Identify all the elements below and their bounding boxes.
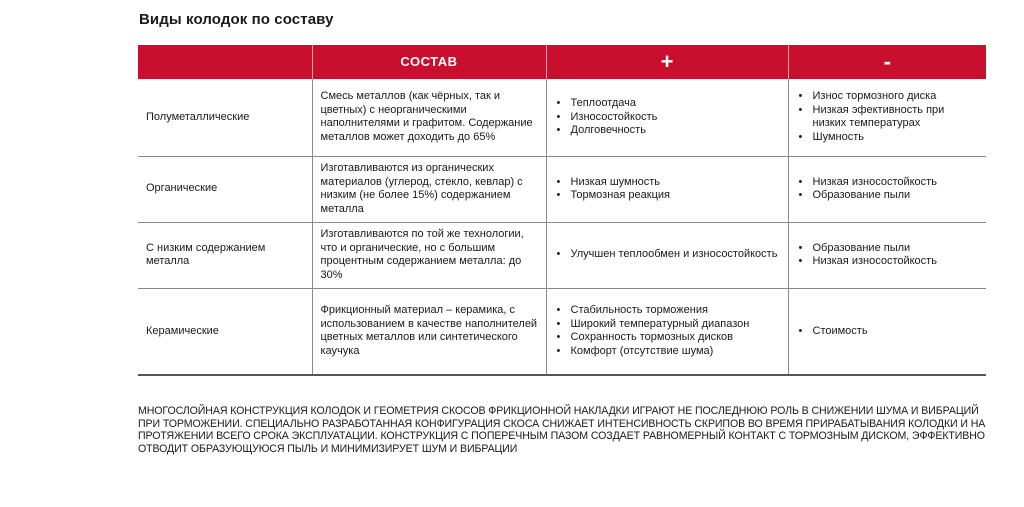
- list-item: • Износостойкость: [571, 111, 780, 125]
- cons: [788, 222, 986, 288]
- list-item: • Шумность: [813, 131, 979, 145]
- list-item: • Износ тормозного диска: [813, 90, 979, 104]
- list-item: • Комфорт (отсутствие шума): [571, 345, 780, 359]
- list-item: • Широкий температурный диапазон: [571, 318, 780, 332]
- composition: Смесь металлов (как чёрных, так и цветных) с неорганическими наполнителями и графитом. Содержание металлов может доходить до 65%: [312, 79, 546, 156]
- list-item: • Тормозная реакция: [571, 189, 780, 203]
- page-title: Виды колодок по составу: [139, 11, 334, 28]
- table-row: [138, 222, 986, 288]
- cons: [788, 156, 986, 222]
- table-row: [138, 79, 986, 156]
- list-item: • Низкая износостойкость: [813, 255, 979, 269]
- pad-type: Полуметаллические: [138, 79, 312, 156]
- footnote-paragraph: МНОГОСЛОЙНАЯ КОНСТРУКЦИЯ КОЛОДОК И ГЕОМЕТРИЯ СКОСОВ ФРИКЦИОННОЙ НАКЛАДКИ ИГРАЮТ НЕ ПОСЛЕДНЮЮ РОЛЬ В СНИЖЕНИИ ШУМА И ВИБРАЦИЙ ПРИ ТОРМОЖЕНИИ. СПЕЦИАЛЬНО РАЗРАБОТАННАЯ КОНФИГУРАЦИЯ СКОСА СНИЖАЕТ ИНТЕНСИВНОСТЬ СКРИПОВ ВО ВРЕМЯ ПРИРАБАТЫВАНИЯ КОЛОДКИ И НА ПРОТЯЖЕНИИ ВСЕГО СРОКА ЭКСПЛУАТАЦИИ. КОНСТРУКЦИЯ С ПОПЕРЕЧНЫМ ПАЗОМ СОЗДАЕТ РАВНОМЕРНЫЙ КОНТАКТ С ТОРМОЗНЫМ ДИСКОМ, ЭФФЕКТИВНО ОТВОДИТ ОБРАЗУЮЩУЮСЯ ПЫЛЬ И МИНИМИЗИРУЕТ ШУМ И ВИБРАЦИИ: [138, 405, 986, 455]
- table-row: [138, 288, 986, 375]
- pros: [546, 156, 788, 222]
- list-item: • Долговечность: [571, 124, 780, 138]
- header-cons: -: [788, 45, 986, 79]
- pad-type: С низким содержанием металла: [138, 222, 312, 288]
- list-item: • Образование пыли: [813, 189, 979, 203]
- pad-types-table: [138, 45, 986, 376]
- cons: [788, 79, 986, 156]
- header-composition: СОСТАВ: [312, 45, 546, 79]
- table-header-row: [138, 45, 986, 79]
- pros: [546, 288, 788, 375]
- pros: [546, 79, 788, 156]
- list-item: • Улучшен теплообмен и износостойкость: [571, 248, 780, 262]
- pad-type: Органические: [138, 156, 312, 222]
- pad-type: Керамические: [138, 288, 312, 375]
- list-item: • Стабильность торможения: [571, 304, 780, 318]
- pros: [546, 222, 788, 288]
- list-item: • Теплоотдача: [571, 97, 780, 111]
- header-pros: +: [546, 45, 788, 79]
- composition: Изготавливаются по той же технологии, что и органические, но с большим процентным содержанием металла: до 30%: [312, 222, 546, 288]
- table-row: [138, 156, 986, 222]
- composition: Изготавливаются из органических материалов (углерод, стекло, кевлар) с низким (не более 15%) содержанием металла: [312, 156, 546, 222]
- cons: [788, 288, 986, 375]
- list-item: • Низкая шумность: [571, 176, 780, 190]
- list-item: • Образование пыли: [813, 242, 979, 256]
- header-type: [138, 45, 312, 79]
- composition: Фрикционный материал – керамика, с использованием в качестве наполнителей цветных металлов или синтетического каучука: [312, 288, 546, 375]
- list-item: • Низкая износостойкость: [813, 176, 979, 190]
- list-item: • Сохранность тормозных дисков: [571, 331, 780, 345]
- list-item: • Низкая эфективность при низких температурах: [813, 104, 979, 131]
- list-item: • Стоимость: [813, 325, 979, 339]
